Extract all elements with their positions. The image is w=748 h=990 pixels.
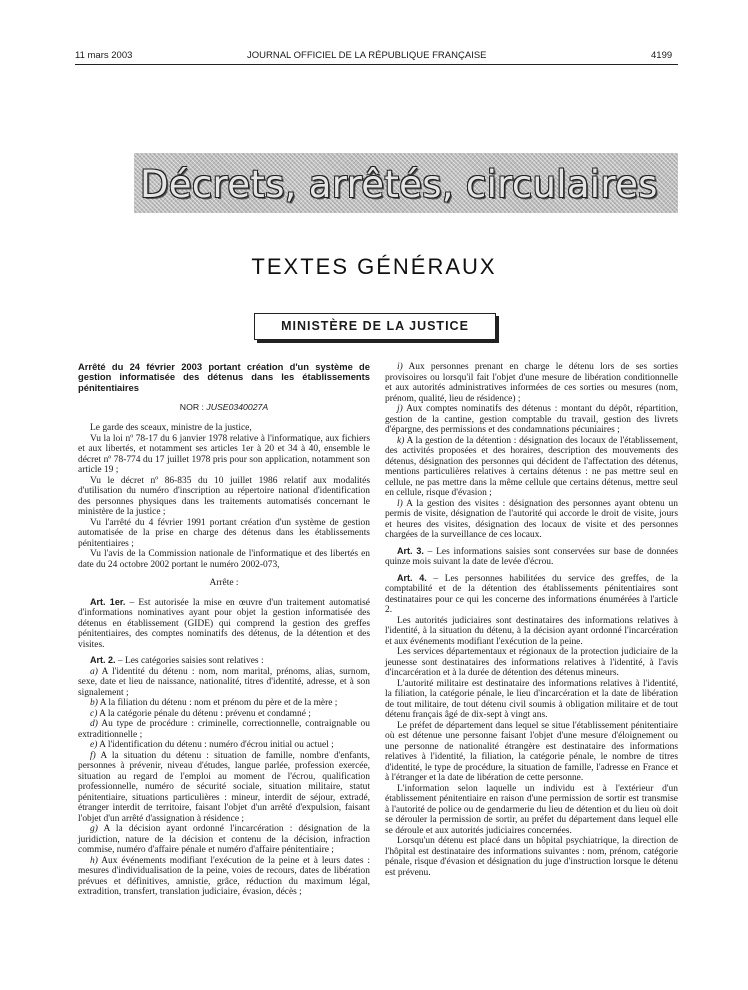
article-text: – Les informations saisies sont conservées sur base de données quinze mois suivant la date de levée d'écrou. [385, 546, 679, 567]
list-item [78, 709, 370, 720]
article-label: Art. 2. [90, 655, 116, 666]
item-letter: b) [90, 698, 98, 709]
item-letter: l) [397, 498, 403, 509]
nor-code: JUSE0340027A [206, 401, 269, 412]
item-text: A l'identification du détenu : numéro d'écrou initial ou actuel ; [97, 740, 334, 751]
paragraph: L'autorité militaire est destinataire des informations relatives à l'identité, la filiation, la catégorie pénale, le lieu d'incarcération et la date de libération de tout militaire, de tout détenu civil soumis à obligation militaire et de tout détenu français âgé de dix-sept à vingt ans. [385, 678, 678, 720]
article-3 [385, 546, 678, 568]
item-letter: k) [397, 435, 405, 446]
article-text: – Est autorisée la mise en œuvre d'un traitement automatisé d'informations nominatives ayant pour objet la gestion informatisée des détenus en établissement (GIDE) qui comprend la gestion des greffes pénitentiaires, des comptes nominatifs des détenus, de la détention et des visites. [78, 597, 370, 650]
article-2 [78, 655, 370, 667]
paragraph: Vu l'arrêté du 4 février 1991 portant création d'un système de gestion automatisée de la prise en charge des détenus dans les établissements pénitentiaires ; [78, 517, 370, 549]
item-text: A la gestion des visites : désignation des personnes ayant obtenu un permis de visite, désignation de l'autorité qui accorde le droit de visite, jours et heures des visites, désignation des locaux de visite et des personnes chargées de la surveillance de ces locaux. [385, 498, 678, 540]
item-text: A la filiation du détenu : nom et prénom du père et de la mère ; [97, 698, 338, 709]
article-4 [385, 573, 678, 616]
item-letter: e) [90, 740, 98, 751]
article-label: Art. 3. [397, 545, 424, 556]
item-letter: h) [90, 855, 98, 866]
list-item [78, 719, 370, 740]
list-item [385, 499, 678, 541]
item-text: A la catégorie pénale du détenu : prévenu et condamné ; [97, 708, 311, 719]
list-item [78, 667, 370, 699]
arrete-title: Arrêté du 24 février 2003 portant création d'un système de gestion informatisée des détenus dans les établissements pénitentiaires [78, 361, 370, 393]
header-journal-title: JOURNAL OFFICIEL DE LA RÉPUBLIQUE FRANÇAISE [247, 50, 487, 61]
item-letter: f) [90, 750, 96, 761]
header-page-number: 4199 [651, 50, 673, 61]
paragraph: Vu la loi nº 78-17 du 6 janvier 1978 relative à l'informatique, aux fichiers et aux libertés, et notamment ses articles 1er à 20 et 34 à 40, ensemble le décret nº 78-774 du 17 juillet 1978 pris pour son application, notamment son article 19 ; [78, 433, 370, 476]
list-item [78, 698, 370, 709]
article-label: Art. 1er. [90, 596, 126, 607]
paragraph: Les services départementaux et régionaux de la protection judiciaire de la jeunesse sont destinataires des informations relatives à l'identité, à l'avis d'incarcération et à la durée de détention des détenus mineurs. [385, 647, 678, 678]
paragraph: Lorsqu'un détenu est placé dans un hôpital psychiatrique, la direction de l'hôpital est destinataire des informations suivantes : nom, prénom, catégorie pénale, risque d'évasion et désignation du juge d'instruction lorsque le détenu est prévenu. [385, 836, 678, 878]
header-date: 11 mars 2003 [75, 50, 133, 61]
item-text: A la gestion de la détention : désignation des locaux de l'établissement, des activités proposées et des horaires, description des mouvements des détenus, désignation des personnes qui décident de l'affectation des détenus, mentions particulières relatives à certains détenus : ne pas mettre seul en cellule, ne pas mettre dans la même cellule que certains détenus, mettre seul en cellule, risque d'évasion ; [385, 435, 678, 498]
item-text: A l'identité du détenu : nom, nom marital, prénoms, alias, surnom, sexe, date et lieu de naissance, nationalité, titres d'identité, adresse, et à son signalement ; [78, 666, 370, 698]
item-letter: c) [90, 708, 98, 719]
arrete-heading: Arrête : [209, 578, 239, 589]
paragraph: Vu le décret nº 86-835 du 10 juillet 1986 relatif aux modalités d'utilisation du numéro d'inscription au répertoire national d'identification des personnes physiques dans les traitements automatisés concernant le ministère de la justice ; [78, 475, 370, 518]
nor-label: NOR : [179, 401, 204, 412]
ministry-box: MINISTÈRE DE LA JUSTICE [254, 313, 496, 340]
article-1 [78, 597, 370, 651]
paragraph: Le garde des sceaux, ministre de la justice, [90, 423, 252, 434]
item-letter: i) [397, 362, 403, 372]
nor-reference [78, 402, 370, 413]
article-text: – Les personnes habilitées du service des greffes, de la comptabilité et de la détention des établissements pénitentiaires sont destinataires pour ce qui les concerne des informations énumérées à l'article 2. [385, 573, 678, 615]
article-label: Art. 4. [397, 572, 427, 583]
list-item [78, 856, 370, 898]
paragraph: Les autorités judiciaires sont destinataires des informations relatives à l'identité, à la situation du détenu, à la décision ayant ordonné l'incarcération et aux événements modifiant l'exécution de la peine. [385, 615, 678, 647]
item-text: Au type de procédure : criminelle, correctionnelle, contraignable ou extraditionnelle ; [78, 719, 370, 740]
list-item [78, 740, 370, 751]
item-text: A la décision ayant ordonné l'incarcération : désignation de la juridiction, nature de la décision et contenu de la décision, infraction commise, numéro d'affaire pénale et numéro d'affaire pénitentiaire ; [78, 824, 370, 856]
list-item [385, 362, 678, 404]
list-item [385, 404, 678, 436]
right-column [385, 362, 678, 878]
section-title: TEXTES GÉNÉRAUX [251, 254, 497, 279]
list-item [385, 436, 678, 499]
banner-title: Décrets, arrêtés, circulaires [140, 163, 658, 206]
item-letter: j) [397, 404, 403, 414]
item-text: Aux personnes prenant en charge le détenu lors de ses sorties provisoires ou lorsqu'il fait l'objet d'une mesure de libération conditionnelle et aux autorités administratives informées de ces sorties ou mesures (nom, prénom, qualité, lieu de résidence) ; [385, 362, 678, 404]
list-item [78, 824, 370, 856]
page-header [0, 50, 748, 64]
paragraph: L'information selon laquelle un individu est à l'extérieur d'un établissement pénitentiaire en raison d'une permission de sortir est transmise à l'autorité de police ou de gendarmerie du lieu de détention et du lieu où doit se dérouler la permission de sortir, au préfet du département dans lequel elle se déroule et aux autorités judiciaires concernées. [385, 783, 678, 836]
item-letter: d) [90, 719, 98, 730]
paragraph: Le préfet de département dans lequel se situe l'établissement pénitentiaire où est détenue une personne faisant l'objet d'une mesure d'éloignement ou une personne de nationalité étrangère est destinataire des informations relatives à l'identité, la filiation, la catégorie pénale, le nombre de titres d'identité, le type de procédure, la situation de famille, l'adresse en France et à l'étranger et la date de libération de cette personne. [385, 720, 678, 783]
item-letter: a) [90, 666, 98, 677]
item-letter: g) [90, 824, 98, 835]
item-text: Aux événements modifiant l'exécution de la peine et à leurs dates : mesures d'individualisation de la peine, voies de recours, dates de libération prévues et définitives, amnistie, grâce, réduction du maximum légal, extradition, transfert, translation judiciaire, évasion, décès ; [78, 855, 370, 898]
header-rule [75, 64, 678, 65]
item-text: Aux comptes nominatifs des détenus : montant du dépôt, répartition, gestion de la cantine, gestion comptable du travail, gestion des livrets d'épargne, des permissions et des condamnations pécuniaires ; [385, 404, 678, 435]
item-text: A la situation du détenu : situation de famille, nombre d'enfants, personnes à prévenir, niveau d'études, langue parlée, profession exercée, situation au regard de l'emploi au moment de l'écrou, qualification professionnelle, numéro de sécurité sociale, situation militaire, statut pénitentiaire, situations particulières : mineur, interdit de séjour, extradé, étranger interdit de territoire, faisant l'objet d'un arrêté d'expulsion, faisant l'objet d'un arrêté d'assignation à résidence ; [78, 750, 370, 824]
article-text: – Les catégories saisies sont relatives : [115, 656, 264, 667]
list-item [78, 751, 370, 825]
left-column [78, 362, 370, 898]
paragraph: Vu l'avis de la Commission nationale de l'informatique et des libertés en date du 24 octobre 2002 portant le numéro 2002-073, [78, 549, 370, 570]
